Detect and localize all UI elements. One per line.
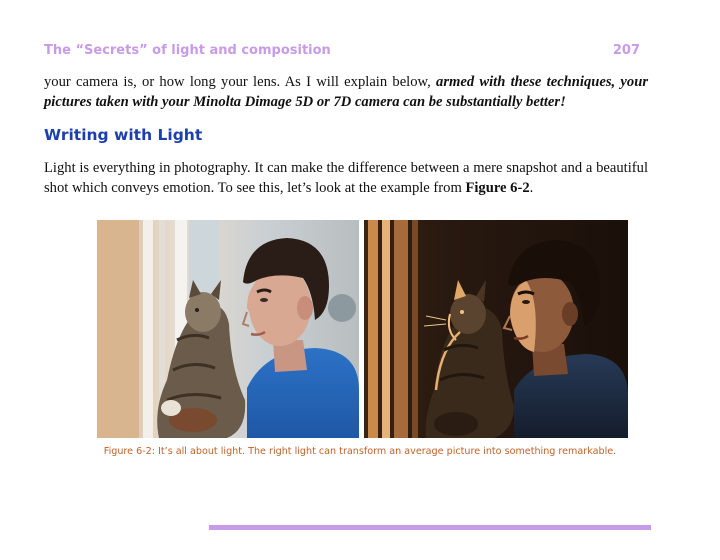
figure-caption-text: It’s all about light. The right light can transform an average picture into something remarkable.: [155, 446, 617, 457]
figure-caption-label: Figure 6-2:: [103, 446, 156, 457]
page-number: 207: [612, 43, 640, 58]
body-paragraph-line-2: [44, 178, 648, 198]
sentence-period: .: [529, 180, 534, 196]
figure-photo-flat-light: [97, 220, 359, 438]
photo-dramatic-light-image: [364, 220, 628, 438]
intro-text: your camera is, or how long your lens. As I will explain below,: [44, 74, 437, 90]
emphasis-text: armed with these techniques, your: [436, 74, 649, 90]
footer-rule: [209, 525, 651, 530]
running-header-title: The “Secrets” of light and composition: [44, 43, 331, 58]
body-paragraph-line-1: Light is everything in photography. It can make the difference between a mere snapshot and a beautiful: [44, 160, 648, 176]
figure-caption: [0, 446, 720, 457]
emphasis-text-continued: pictures taken with your Minolta Dimage 5D or 7D camera can be substantially better!: [44, 94, 566, 110]
photo-flat-light-image: [97, 220, 359, 438]
body-text: shot which conveys emotion. To see this, let’s look at the example from: [44, 180, 466, 196]
intro-paragraph: [44, 72, 648, 112]
body-paragraph: [44, 158, 648, 198]
figure-photo-dramatic-light: [364, 220, 628, 438]
figure-reference: Figure 6-2: [465, 180, 530, 196]
section-heading: Writing with Light: [44, 126, 203, 144]
intro-paragraph-line-1: [44, 72, 648, 92]
